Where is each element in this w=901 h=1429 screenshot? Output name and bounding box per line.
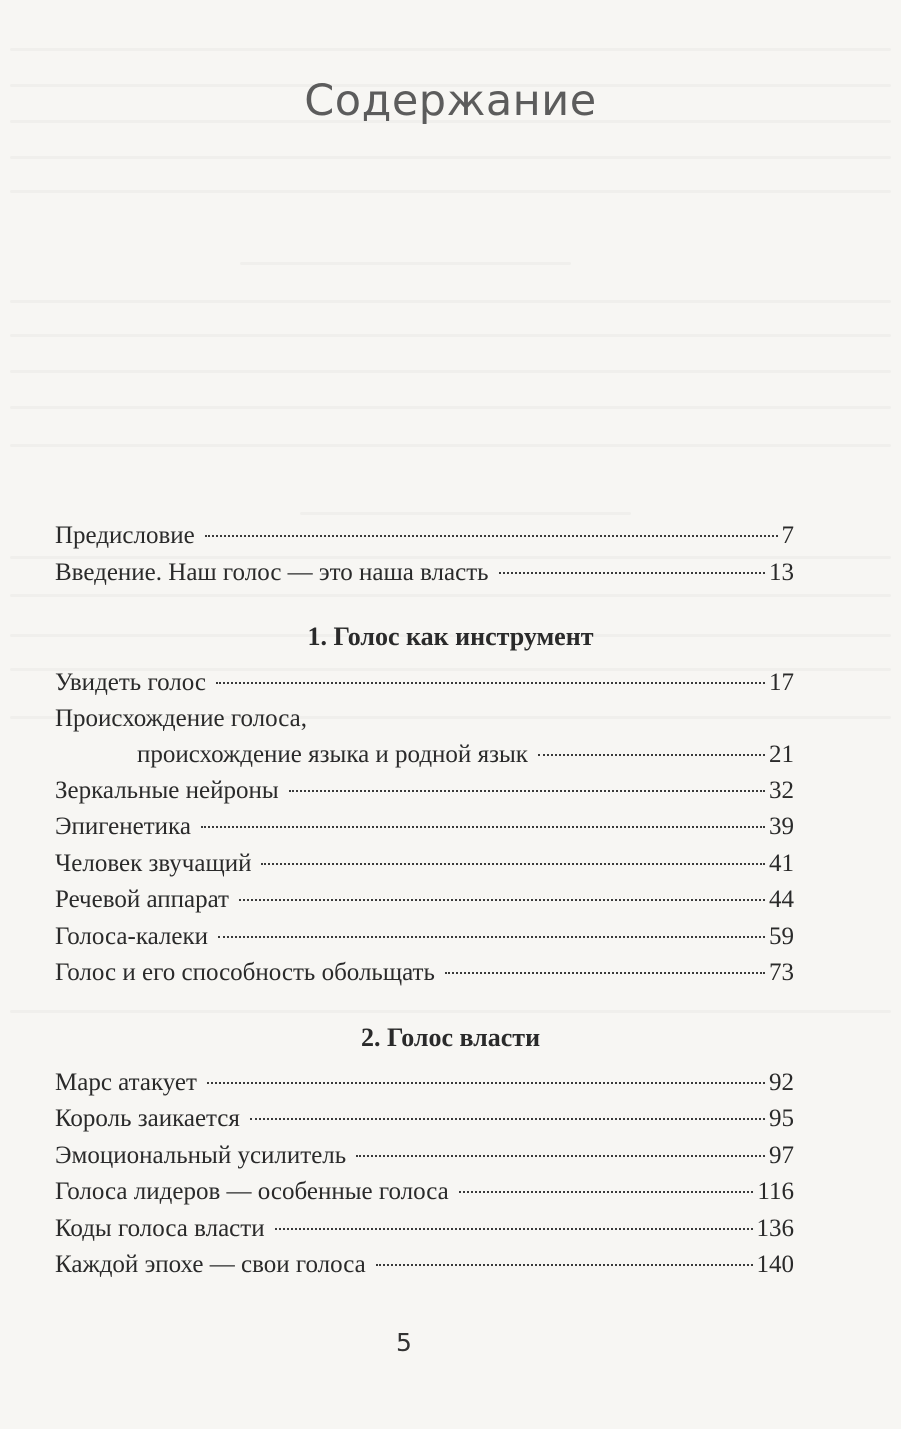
toc-entry-title: Марс атакует <box>55 1069 197 1096</box>
toc-entry <box>55 810 794 844</box>
toc-entry-title: Голос и его способность обольщать <box>55 959 435 986</box>
dot-leader <box>275 1228 753 1230</box>
page-number: 5 <box>396 1328 412 1357</box>
toc-entry-title: происхождение языка и родной язык <box>137 741 528 768</box>
dot-leader <box>538 754 765 756</box>
toc-entry-title: Речевой аппарат <box>55 886 229 913</box>
toc-entry-title-first-line: Происхождение голоса, <box>55 705 307 732</box>
toc-entry <box>55 1248 794 1282</box>
toc-entry-page: 7 <box>781 522 794 549</box>
toc-entry-title: Предисловие <box>55 522 195 549</box>
dot-leader <box>376 1264 753 1266</box>
toc-entry-page: 136 <box>756 1215 794 1242</box>
toc-entry <box>55 956 794 990</box>
toc-entry <box>55 666 794 700</box>
section-heading-2: 2. Голос власти <box>360 1023 541 1052</box>
toc-entry-title: Коды голоса власти <box>55 1215 265 1242</box>
toc-entry-page: 44 <box>769 886 794 913</box>
toc-entry <box>55 774 794 808</box>
dot-leader <box>218 936 765 938</box>
toc-entry-title: Эмоциональный усилитель <box>55 1142 347 1169</box>
toc-entry-page: 92 <box>769 1069 794 1096</box>
dot-leader <box>445 972 765 974</box>
dot-leader <box>205 535 778 537</box>
toc-entry <box>55 920 794 954</box>
toc-entry-page: 140 <box>756 1251 794 1278</box>
dot-leader <box>216 682 765 684</box>
toc-entry-page: 41 <box>769 850 794 877</box>
toc-entry-page: 95 <box>769 1105 794 1132</box>
toc-entry <box>55 1139 794 1173</box>
toc-entry-page: 13 <box>769 559 794 586</box>
dot-leader <box>201 826 765 828</box>
dot-leader <box>207 1082 765 1084</box>
toc-entry-title: Увидеть голос <box>55 669 206 696</box>
toc-entry-page: 59 <box>769 923 794 950</box>
toc-entry-page: 32 <box>769 777 794 804</box>
toc-entry <box>55 1102 794 1136</box>
dot-leader <box>250 1118 765 1120</box>
toc-entry <box>55 883 794 917</box>
toc-entry-page: 39 <box>769 813 794 840</box>
section-heading-1: 1. Голос как инструмент <box>307 622 594 651</box>
toc-entry <box>55 1175 794 1209</box>
dot-leader <box>499 572 765 574</box>
toc-entry <box>55 1212 794 1246</box>
toc-entry-continuation <box>137 738 794 772</box>
toc-entry-page: 73 <box>769 959 794 986</box>
toc-entry-title: Каждой эпохе — свои голоса <box>55 1251 366 1278</box>
toc-entry-title: Человек звучащий <box>55 850 252 877</box>
dot-leader <box>356 1155 765 1157</box>
toc-entry-preface <box>55 519 794 553</box>
dot-leader <box>459 1191 754 1193</box>
dot-leader <box>289 790 765 792</box>
dot-leader <box>239 899 765 901</box>
page-title: Содержание <box>304 76 597 126</box>
toc-entry-title: Голоса лидеров — особенные голоса <box>55 1178 449 1205</box>
dot-leader <box>261 863 765 865</box>
toc-entry-title: Эпигенетика <box>55 813 191 840</box>
toc-entry <box>55 1066 794 1100</box>
toc-entry-title: Король заикается <box>55 1105 240 1132</box>
toc-entry-page: 21 <box>769 741 794 768</box>
toc-entry <box>55 847 794 881</box>
toc-entry-page: 116 <box>757 1178 794 1205</box>
toc-entry-title: Введение. Наш голос — это наша власть <box>55 559 489 586</box>
toc-entry-title: Зеркальные нейроны <box>55 777 279 804</box>
toc-entry-title: Голоса-калеки <box>55 923 209 950</box>
toc-entry-introduction <box>55 556 794 590</box>
toc-entry-page: 17 <box>769 669 794 696</box>
toc-entry-page: 97 <box>769 1142 794 1169</box>
